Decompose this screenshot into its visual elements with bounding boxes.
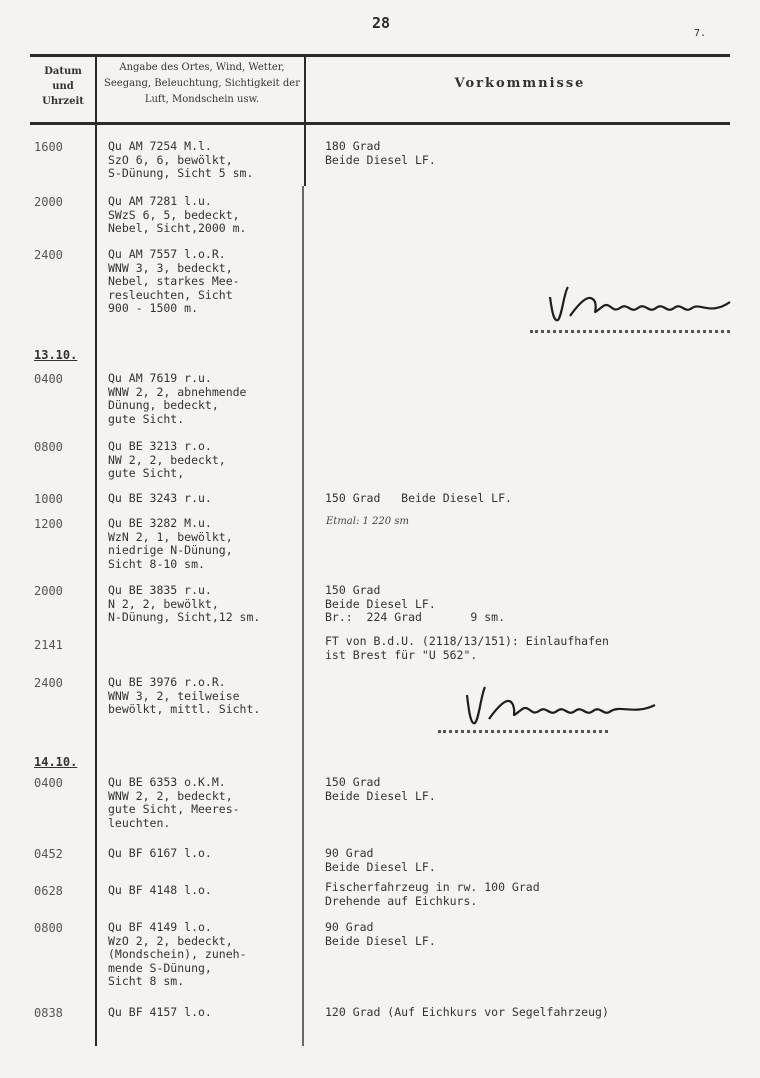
entry-event: 150 Grad Beide Diesel LF.	[325, 775, 436, 803]
entry-location: Qu BF 4157 l.o.	[108, 1005, 212, 1019]
date-heading: 13.10.	[34, 348, 78, 362]
entry-location: Qu BE 3835 r.u. N 2, 2, bewölkt, N-Dünung, Sicht,12 sm.	[108, 583, 261, 624]
entry-time: 0628	[34, 884, 63, 898]
entry-location: Qu BE 3243 r.u.	[108, 491, 212, 505]
entry-time: 1600	[34, 140, 63, 154]
top-rule	[30, 54, 730, 57]
entry-event: 90 Grad Beide Diesel LF.	[325, 846, 436, 874]
entry-time: 0800	[34, 921, 63, 935]
entry-event: 120 Grad (Auf Eichkurs vor Segelfahrzeug)	[325, 1005, 609, 1019]
entry-location: Qu BE 3282 M.u. WzN 2, 1, bewölkt, niedrige N-Dünung, Sicht 8-10 sm.	[108, 516, 233, 571]
entry-time: 2400	[34, 248, 63, 262]
date-heading: 14.10.	[34, 755, 78, 769]
entry-location: Qu BF 4149 l.o. WzO 2, 2, bedeckt, (Mondschein), zuneh- mende S-Dünung, Sicht 8 sm.	[108, 920, 247, 988]
entry-location: Qu BE 3213 r.o. NW 2, 2, bedeckt, gute Sicht,	[108, 439, 226, 480]
header-datum: Datum und Uhrzeit	[42, 66, 84, 107]
entry-location: Qu AM 7281 l.u. SWzS 6, 5, bedeckt, Nebel, Sicht,2000 m.	[108, 194, 247, 235]
column-divider-1	[95, 56, 97, 1046]
entry-time: 0400	[34, 372, 63, 386]
entry-time: 2141	[34, 638, 63, 652]
page-number: 28	[372, 14, 391, 32]
entry-time: 1000	[34, 492, 63, 506]
entry-location: Qu AM 7619 r.u. WNW 2, 2, abnehmende Dünung, bedeckt, gute Sicht.	[108, 371, 247, 426]
entry-location: Qu AM 7254 M.l. SzO 6, 6, bewölkt, S-Dünung, Sicht 5 sm.	[108, 139, 254, 180]
entry-location: Qu BE 6353 o.K.M. WNW 2, 2, bedeckt, gute Sicht, Meeres- leuchten.	[108, 775, 240, 830]
entry-time: 2000	[34, 584, 63, 598]
signature-underline-1	[530, 330, 730, 333]
header-angabe: Angabe des Ortes, Wind, Wetter, Seegang, Beleuchtung, Sichtigkeit der Luft, Mondschein usw.	[104, 62, 300, 105]
signature-1	[540, 272, 740, 332]
entry-location: Qu BF 6167 l.o.	[108, 846, 212, 860]
entry-time: 0800	[34, 440, 63, 454]
entry-time: 0838	[34, 1006, 63, 1020]
entry-time: 2000	[34, 195, 63, 209]
entry-event: 150 Grad Beide Diesel LF.	[325, 491, 512, 505]
corner-mark: 7.	[694, 28, 707, 39]
entry-event: Fischerfahrzeug in rw. 100 Grad Drehende auf Eichkurs.	[325, 880, 540, 908]
header-rule	[30, 122, 730, 125]
entry-location: Qu BF 4148 l.o.	[108, 883, 212, 897]
entry-event: 180 Grad Beide Diesel LF.	[325, 139, 436, 167]
header-vorkommnisse: Vorkommnisse	[454, 76, 586, 91]
signature-2	[455, 675, 665, 735]
entry-event: 90 Grad Beide Diesel LF.	[325, 920, 436, 948]
entry-time: 2400	[34, 676, 63, 690]
entry-location: Qu BE 3976 r.o.R. WNW 3, 2, teilweise bewölkt, mittl. Sicht.	[108, 675, 261, 716]
signature-underline-2	[438, 730, 608, 733]
entry-event: 150 Grad Beide Diesel LF. Br.: 224 Grad 9 sm.	[325, 583, 506, 624]
entry-time: 0400	[34, 776, 63, 790]
entry-event: FT von B.d.U. (2118/13/151): Einlaufhafen ist Brest für "U 562".	[325, 634, 609, 662]
handwritten-etmal: Etmal: 1 220 sm	[326, 516, 409, 527]
entry-time: 0452	[34, 847, 63, 861]
entry-location: Qu AM 7557 l.o.R. WNW 3, 3, bedeckt, Nebel, starkes Mee- resleuchten, Sicht 900 - 1500 m.	[108, 247, 240, 315]
entry-time: 1200	[34, 517, 63, 531]
